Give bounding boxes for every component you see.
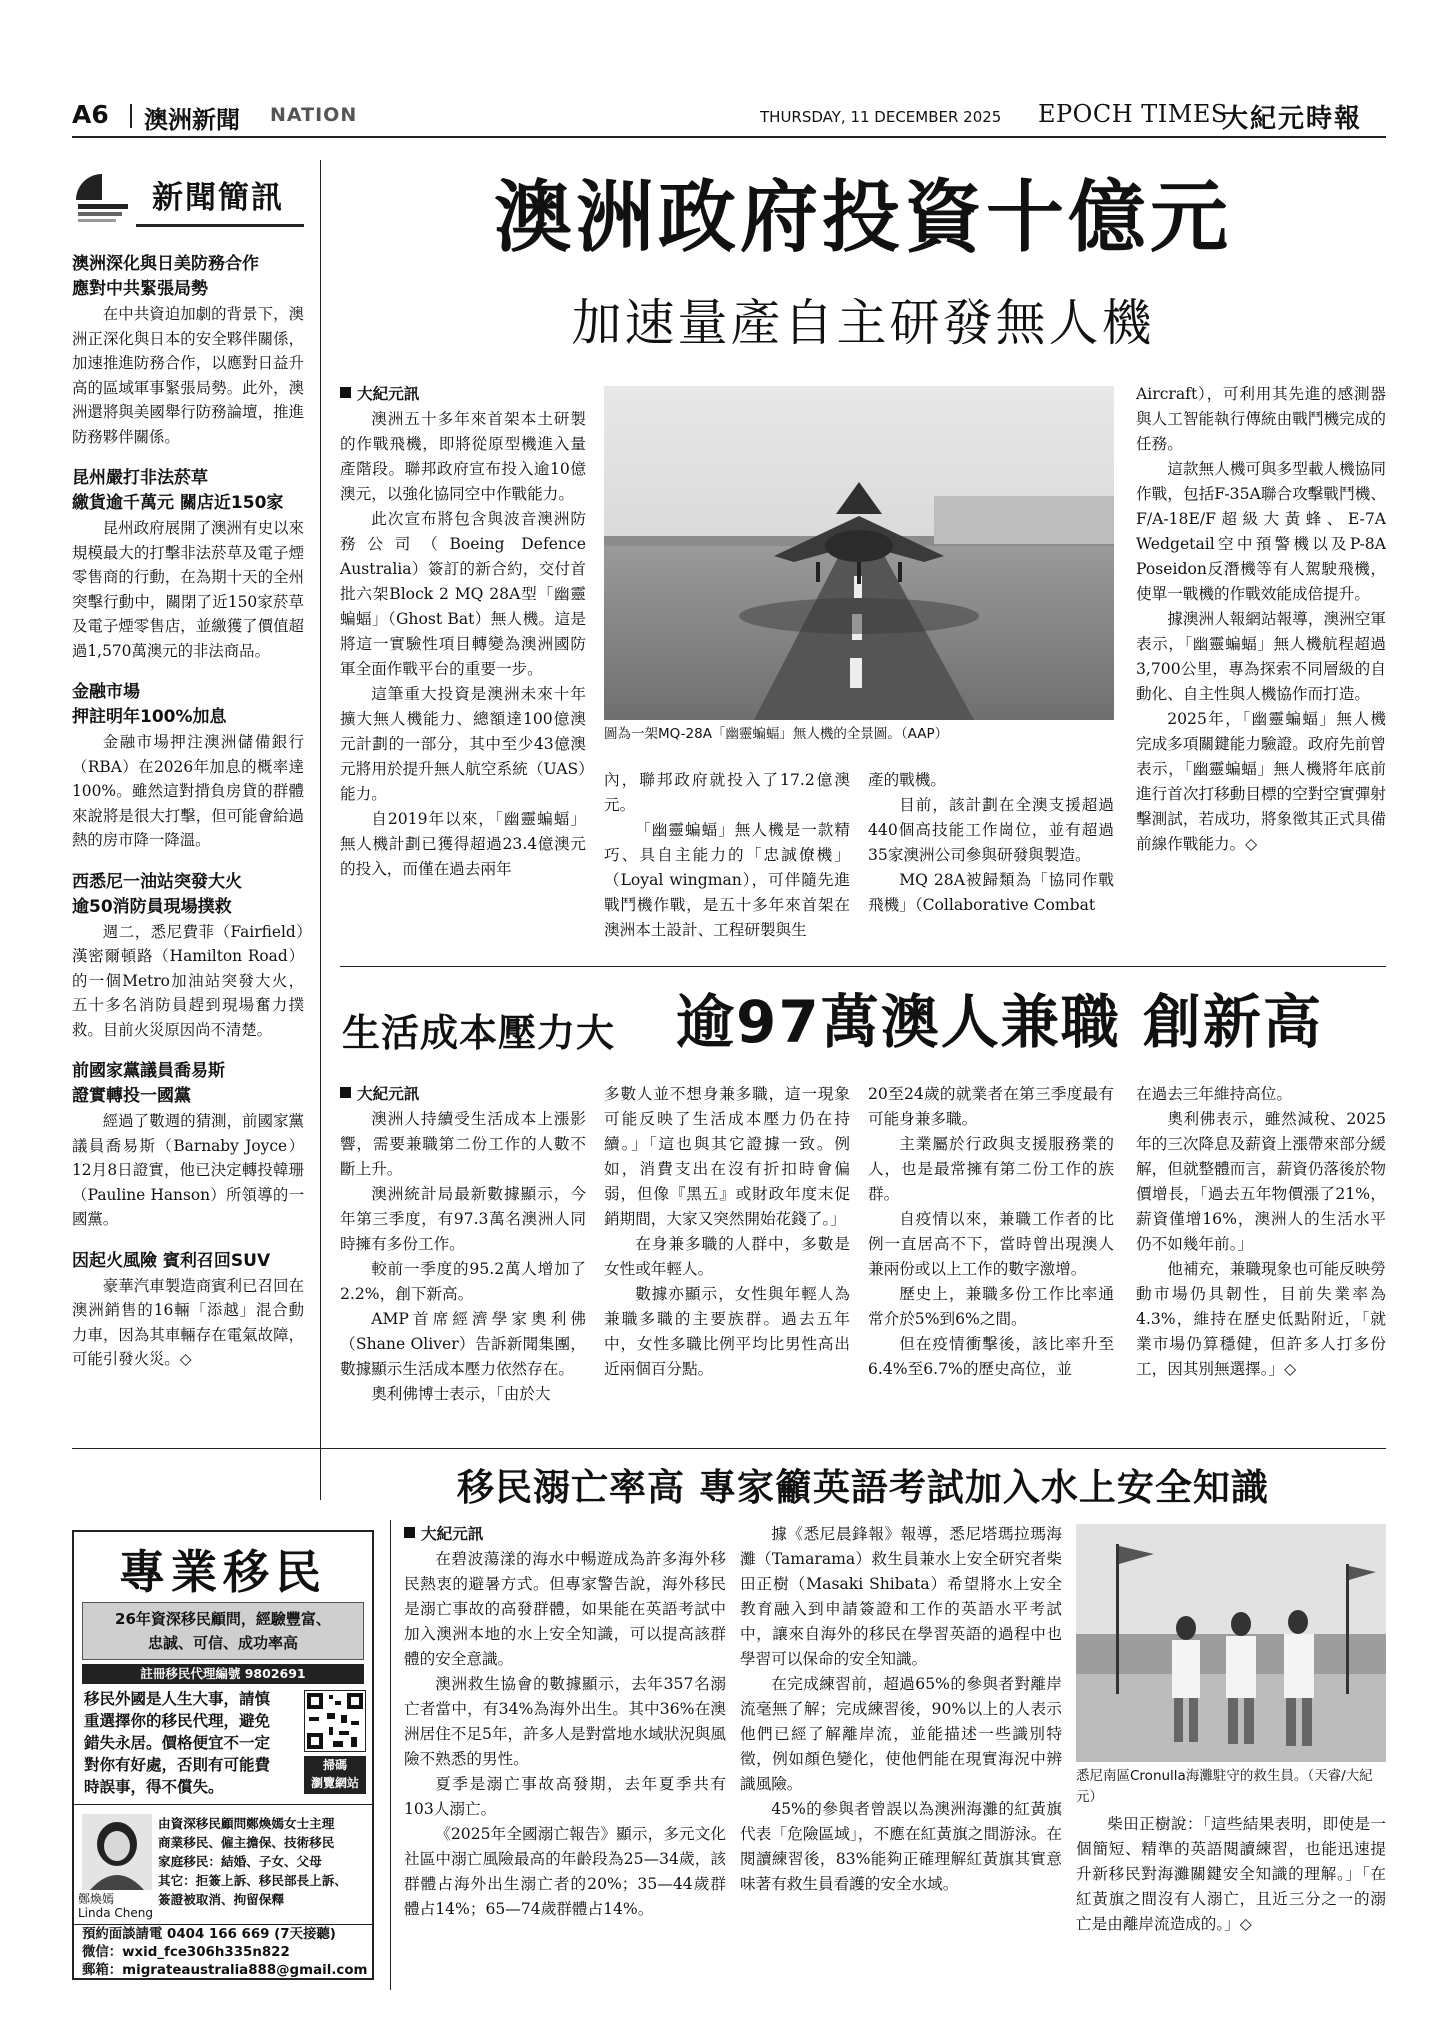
news-brief-logo-icon — [72, 170, 132, 230]
section-name-cn: 澳洲新聞 — [144, 106, 240, 134]
story2-paragraph: 澳洲統計局最新數據顯示，今年第三季度，有97.3萬名澳洲人同時擁有多份工作。 — [340, 1185, 586, 1253]
ad-tagline: 26年資深移民顧問，經驗豐富、 — [115, 1610, 331, 1628]
story3-paragraph: 據《悉尼晨鋒報》報導，悉尼塔瑪拉瑪海灘（Tamarama）救生員兼水上安全研究者柴田正樹（Masaki Shibata）希望將水上安全教育融入到申請簽證和工作的英語水平考試中，讓來自海外的移民在學習英語的過程中也學習可以保命的安全知識。 — [740, 1525, 1062, 1668]
story2-paragraph: 主業屬於行政與支援服務業的人，也是最常擁有第二份工作的族群。 — [868, 1135, 1114, 1203]
story3-paragraph: 澳洲救生協會的數據顯示，去年357名溺亡者當中，有34%為海外出生。其中36%在澳洲居住不足5年，許多人是對當地水域狀況與風險不熟悉的男性。 — [404, 1675, 726, 1768]
story2-paragraph: 較前一季度的95.2萬人增加了2.2%，創下新高。 — [340, 1260, 586, 1303]
story3-paragraph: 柴田正樹說：「這些結果表明，即使是一個簡短、精準的英語閱讀練習，也能迅速提升新移民對海灘關鍵安全知識的理解。」「在紅黃旗之間沒有人溺亡，且近三分之一的溺亡是由離岸流造成的。」◇ — [1076, 1815, 1386, 1933]
issue-date: THURSDAY, 11 DECEMBER 2025 — [760, 108, 1002, 126]
story1-paragraph: 這款無人機可與多型載人機協同作戰，包括F-35A聯合攻擊戰鬥機、F/A-18E/F超級大黃蜂、E-7A Wedgetail空中預警機以及P-8A Poseidon反潛機等有人駕駛飛機，使單一戰機的作戰效能成倍提升。 — [1136, 460, 1386, 603]
page-number: A6 — [72, 100, 109, 129]
advisor-portrait — [82, 1814, 152, 1890]
brief-body: 週二，悉尼費菲（Fairfield）漢密爾頓路（Hamilton Road）的一個Metro加油站突發大火，五十多名消防員趕到現場奮力撲救。目前火災原因尚不清楚。 — [72, 922, 304, 1039]
byline-square-icon — [404, 1527, 415, 1538]
ad-divider — [74, 1924, 372, 1925]
story2-paragraph: 奧利佛表示，雖然減稅、2025年的三次降息及薪資上漲帶來部分緩解，但就整體而言，薪資仍落後於物價增長，「過去五年物價漲了21%，薪資僅增16%，澳洲人的生活水平仍不如幾年前。」 — [1136, 1110, 1386, 1253]
ad-pitch — [84, 1688, 294, 1798]
story2-byline: 大紀元訊 — [340, 1082, 586, 1107]
story2-paragraph: 但在疫情衝擊後，該比率升至6.4%至6.7%的歷史高位，並 — [868, 1335, 1114, 1378]
brief-headline: 金融市場 — [72, 682, 140, 702]
ad-title: 專業移民 — [119, 1545, 327, 1599]
story3-headline: 移民溺亡率高 專家籲英語考試加入水上安全知識 — [457, 1466, 1269, 1509]
story1-paragraph: 此次宣布將包含與波音澳洲防務公司（Boeing Defence Australia）簽訂的新合約，交付首批六架Block 2 MQ 28A型「幽靈蝙蝠」（Ghost Bat）無人機。這是將這一實驗性項目轉變為澳洲國防軍全面作戰平台的重要一步。 — [340, 510, 586, 678]
story2-paragraph: 在過去三年維持高位。 — [1136, 1085, 1292, 1103]
brief-body: 經過了數週的猜測，前國家黨議員喬易斯（Barnaby Joyce）12月8日證實，他已決定轉投韓珊（Pauline Hanson）所領導的一國黨。 — [72, 1112, 304, 1228]
brief-headline: 因起火風險 賓利召回SUV — [72, 1250, 271, 1271]
story3-paragraph: 夏季是溺亡事故高發期，去年夏季共有103人溺亡。 — [404, 1775, 726, 1818]
brief-body: 豪華汽車製造商賓利已召回在澳洲銷售的16輛「添越」混合動力車，因為其車輛存在電氣故障，可能引發火災。◇ — [72, 1276, 304, 1368]
story3-column-2 — [740, 1522, 1062, 1992]
advisor-name-en: Linda Cheng — [78, 1906, 153, 1920]
brief-item — [72, 252, 304, 449]
masthead-divider — [130, 104, 132, 128]
brief-item — [72, 1059, 304, 1232]
qr-scan-label — [304, 1756, 366, 1794]
brief-headline: 西悉尼一油站突發大火 — [72, 871, 242, 892]
story3-paragraph: 在完成練習前，超過65%的參與者對離岸流毫無了解；完成練習後，90%以上的人表示他們已經了解離岸流，並能描述一些識別特徵，例如顏色變化，使他們能在現實海況中辨識風險。 — [740, 1675, 1062, 1793]
paper-name-en: EPOCH TIMES — [1038, 100, 1228, 128]
ad-pitch-line: 移民外國是人生大事，請慎 — [84, 1690, 271, 1708]
beach-photo — [1076, 1524, 1386, 1762]
story1-paragraph: 產的戰機。 — [868, 771, 946, 789]
story2-headline-big: 逾97萬澳人兼職 創新高 — [676, 988, 1323, 1056]
byline-square-icon — [340, 1087, 351, 1098]
story2-paragraph: 他補充，兼職現象也可能反映勞動市場仍具韌性，目前失業率為4.3%，維持在歷史低點附近，「就業市場仍算穩健，但許多人打多份工，因其別無選擇。」◇ — [1136, 1260, 1386, 1378]
story3-paragraph: 在碧波蕩漾的海水中暢遊成為許多海外移民熱衷的避暑方式。但專家警告說，海外移民是溺亡事故的高發群體，如果能在英語考試中加入澳洲本地的水上安全知識，可以提高該群體的安全意識。 — [404, 1550, 726, 1668]
ad-registration: 註冊移民代理編號 9802691 — [82, 1664, 364, 1684]
story3-column-1 — [404, 1522, 726, 1992]
brief-headline: 繳貨逾千萬元 關店近150家 — [72, 493, 284, 513]
ad-email[interactable]: 郵箱：migrateaustralia888@gmail.com — [82, 1963, 368, 1978]
brief-headline: 證實轉投一國黨 — [72, 1086, 191, 1106]
news-brief-column — [72, 252, 304, 1488]
story1-paragraph: 自2019年以來，「幽靈蝙蝠」無人機計劃已獲得超過23.4億澳元的投入，而僅在過去兩年 — [340, 810, 586, 878]
story2-paragraph: 澳洲人持續受生活成本上漲影響，需要兼職第二份工作的人數不斷上升。 — [340, 1110, 586, 1178]
story2-paragraph: 在身兼多職的人群中，多數是女性或年輕人。 — [604, 1235, 850, 1278]
story2-column-2 — [604, 1082, 850, 1432]
story2-paragraph: 奧利佛博士表示，「由於大 — [371, 1385, 551, 1403]
lifeguards-beach-image — [1076, 1524, 1386, 1762]
beach-photo-caption: 悉尼南區Cronulla海灘駐守的救生員。（天睿/大紀元） — [1076, 1768, 1373, 1805]
ad-services — [158, 1814, 370, 1909]
story3-paragraph: 《2025年全國溺亡報告》顯示，多元文化社區中溺亡風險最高的年齡段為25—34歲，該群體占海外出生溺亡者的20%；35—44歲群體占14%；65—74歲群體占14%。 — [404, 1825, 726, 1918]
ad-pitch-line: 時誤事，得不償失。 — [84, 1778, 224, 1796]
byline-square-icon — [340, 387, 351, 398]
brief-item — [72, 680, 304, 853]
brief-headline: 應對中共緊張局勢 — [72, 279, 208, 299]
brief-body: 金融市場押注澳洲儲備銀行（RBA）在2026年加息的概率達100%。雖然這對揹負房貸的群體來說將是很大打擊，但可能會給過熱的房市降一降溫。 — [72, 733, 304, 849]
advisor-name: 鄭煥嫣 — [78, 1892, 115, 1906]
masthead-rule — [72, 136, 1386, 138]
person-portrait-icon — [82, 1814, 152, 1890]
brief-headline: 澳洲深化與日美防務合作 — [72, 254, 259, 274]
drone-photo — [604, 386, 1114, 720]
ad-tagline: 忠誠、可信、成功率高 — [147, 1634, 298, 1652]
section-name-en: NATION — [270, 104, 358, 126]
story2-paragraph: 20至24歲的就業者在第三季度最有可能身兼多職。 — [868, 1085, 1114, 1128]
story1-paragraph: 這筆重大投資是澳洲未來十年擴大無人機能力、總額達100億澳元計劃的一部分，其中至少43億澳元將用於提升無人航空系統（UAS）能力。 — [340, 685, 586, 803]
ad-service-line: 家庭移民：結婚、子女、父母 — [158, 1854, 322, 1869]
ad-wechat[interactable]: 微信：wxid_fce306h335n822 — [82, 1945, 290, 1960]
ad-pitch-line: 重選擇你的移民代理，避免 — [84, 1712, 271, 1730]
ad-service-line: 由資深移民顧問鄭煥嫣女士主理 — [158, 1816, 335, 1831]
story1-paragraph: 澳洲五十多年來首架本土研製的作戰飛機，即將從原型機進入量產階段。聯邦政府宣布投入逾10億澳元，以強化協同空中作戰能力。 — [340, 410, 586, 503]
story1-paragraph: MQ 28A被歸類為「協同作戰飛機」（Collaborative Combat — [868, 871, 1114, 914]
sidebar-header — [72, 162, 304, 244]
sidebar-title: 新聞簡訊 — [152, 180, 284, 216]
ad-phone[interactable]: 預約面談請電 0404 166 669 (7天接聽) — [82, 1927, 336, 1942]
ad-contact — [82, 1926, 368, 1980]
story2-paragraph: 自疫情以來，兼職工作者的比例一直居高不下，當時曾出現澳人兼兩份或以上工作的數字激增。 — [868, 1210, 1114, 1278]
ad-service-line: 其它：拒簽上訴、移民部長上訴、 — [158, 1873, 347, 1888]
ad-pitch-line: 錯失永居。價格便宜不一定 — [84, 1734, 271, 1752]
sidebar-divider — [320, 160, 321, 1500]
ad-service-line: 商業移民、僱主擔保、技術移民 — [158, 1835, 335, 1850]
story2-paragraph: 多數人並不想身兼多職，這一現象可能反映了生活成本壓力仍在持續。」「這也與其它證據一致。例如，消費支出在沒有折扣時會偏弱，但像『黑五』或財政年度末促銷期間，大家又突然開始花錢了。」 — [604, 1085, 850, 1228]
drone-photo-caption: 圖為一架MQ-28A「幽靈蝙蝠」無人機的全景圖。（AAP） — [604, 726, 949, 742]
brief-item — [72, 870, 304, 1043]
brief-item — [72, 466, 304, 663]
brief-headline: 前國家黨議員喬易斯 — [72, 1061, 225, 1081]
story2-headline-small: 生活成本壓力大 — [342, 1011, 616, 1055]
brief-headline: 昆州嚴打非法菸草 — [72, 468, 208, 488]
story2-paragraph: 歷史上，兼職多份工作比率通常介於5%到6%之間。 — [868, 1285, 1114, 1328]
story1-subhead: 加速量產自主研發無人機 — [571, 294, 1155, 352]
story1-headline: 澳洲政府投資十億元 — [493, 172, 1232, 263]
story1-byline: 大紀元訊 — [340, 382, 586, 407]
brief-headline: 逾50消防員現場撲救 — [72, 896, 232, 917]
story3-byline: 大紀元訊 — [404, 1522, 726, 1547]
ad-divider-vertical — [390, 1520, 391, 1990]
ghost-bat-drone-image — [604, 386, 1114, 720]
paper-name-cn: 大紀元時報 — [1222, 104, 1363, 134]
story3-column-3 — [1076, 1812, 1386, 1992]
immigration-ad — [72, 1530, 374, 1980]
ad-pitch-line: 對你有好處，否則有可能費 — [84, 1756, 271, 1774]
qr-label-line: 掃碼 — [322, 1758, 347, 1772]
ad-tagline-box — [82, 1602, 364, 1660]
story1-column-2 — [604, 768, 850, 948]
story-separator — [340, 966, 1386, 967]
story1-column-4 — [1136, 382, 1386, 948]
story2-column-4 — [1136, 1082, 1386, 1432]
story2-paragraph: AMP首席經濟學家奧利佛（Shane Oliver）告訴新聞集團，數據顯示生活成本壓力依然存在。 — [340, 1310, 586, 1378]
story1-column-3 — [868, 768, 1114, 948]
story2-paragraph: 數據亦顯示，女性與年輕人為兼職多職的主要族群。過去五年中，女性多職比例平均比男性高出近兩個百分點。 — [604, 1285, 850, 1378]
story1-paragraph: 目前，該計劃在全澳支援超過440個高技能工作崗位，並有超過35家澳洲公司參與研發與製造。 — [868, 796, 1114, 864]
brief-headline: 押註明年100%加息 — [72, 707, 227, 727]
brief-body: 在中共資迫加劇的背景下，澳洲正深化與日本的安全夥伴關係，加速推進防務合作，以應對日益升高的區域軍事緊張局勢。此外，澳洲還將與美國舉行防務論壇，推進防務夥伴關係。 — [72, 305, 304, 446]
qr-code-icon[interactable] — [304, 1690, 366, 1752]
brief-body: 昆州政府展開了澳洲有史以來規模最大的打擊非法菸草及電子煙零售商的行動，在為期十天的全州突擊行動中，關閉了近150家菸草及電子煙零售店，並繳獲了價值超過1,570萬澳元的非法商品。 — [72, 519, 304, 660]
sidebar-title-rule — [136, 224, 304, 227]
story1-paragraph: 內，聯邦政府就投入了17.2億澳元。 — [604, 771, 850, 814]
story1-paragraph: 「幽靈蝙蝠」無人機是一款精巧、具自主能力的「忠誠僚機」（Loyal wingman），可伴隨先進戰鬥機作戰，是五十多年來首架在澳洲本土設計、工程研製與生 — [604, 821, 850, 939]
brief-item — [72, 1249, 304, 1372]
story1-column-1 — [340, 382, 586, 942]
story2-column-1 — [340, 1082, 586, 1432]
ad-service-line: 簽證被取消、拘留保釋 — [158, 1892, 284, 1907]
story-separator — [72, 1448, 1386, 1449]
qr-label-line: 瀏覽網站 — [310, 1776, 359, 1790]
story2-column-3 — [868, 1082, 1114, 1432]
ad-divider — [74, 1804, 372, 1805]
story3-paragraph: 45%的參與者曾誤以為澳洲海灘的紅黃旗代表「危險區域」，不應在紅黃旗之間游泳。在閱讀練習後，83%能夠正確理解紅黃旗其實意味著有救生員看護的安全水域。 — [740, 1800, 1062, 1893]
story1-paragraph: 2025年，「幽靈蝙蝠」無人機完成多項關鍵能力驗證。政府先前曾表示，「幽靈蝙蝠」無人機將年底前進行首次打移動目標的空對空實彈射擊測試，若成功，將象徵其正式具備前線作戰能力。◇ — [1136, 710, 1386, 853]
story1-paragraph: Aircraft），可利用其先進的感測器與人工智能執行傳統由戰鬥機完成的任務。 — [1136, 385, 1386, 453]
story1-paragraph: 據澳洲人報網站報導，澳洲空軍表示，「幽靈蝙蝠」無人機航程超過3,700公里，專為探索不同層級的自動化、自主性與人機協作而打造。 — [1136, 610, 1386, 703]
